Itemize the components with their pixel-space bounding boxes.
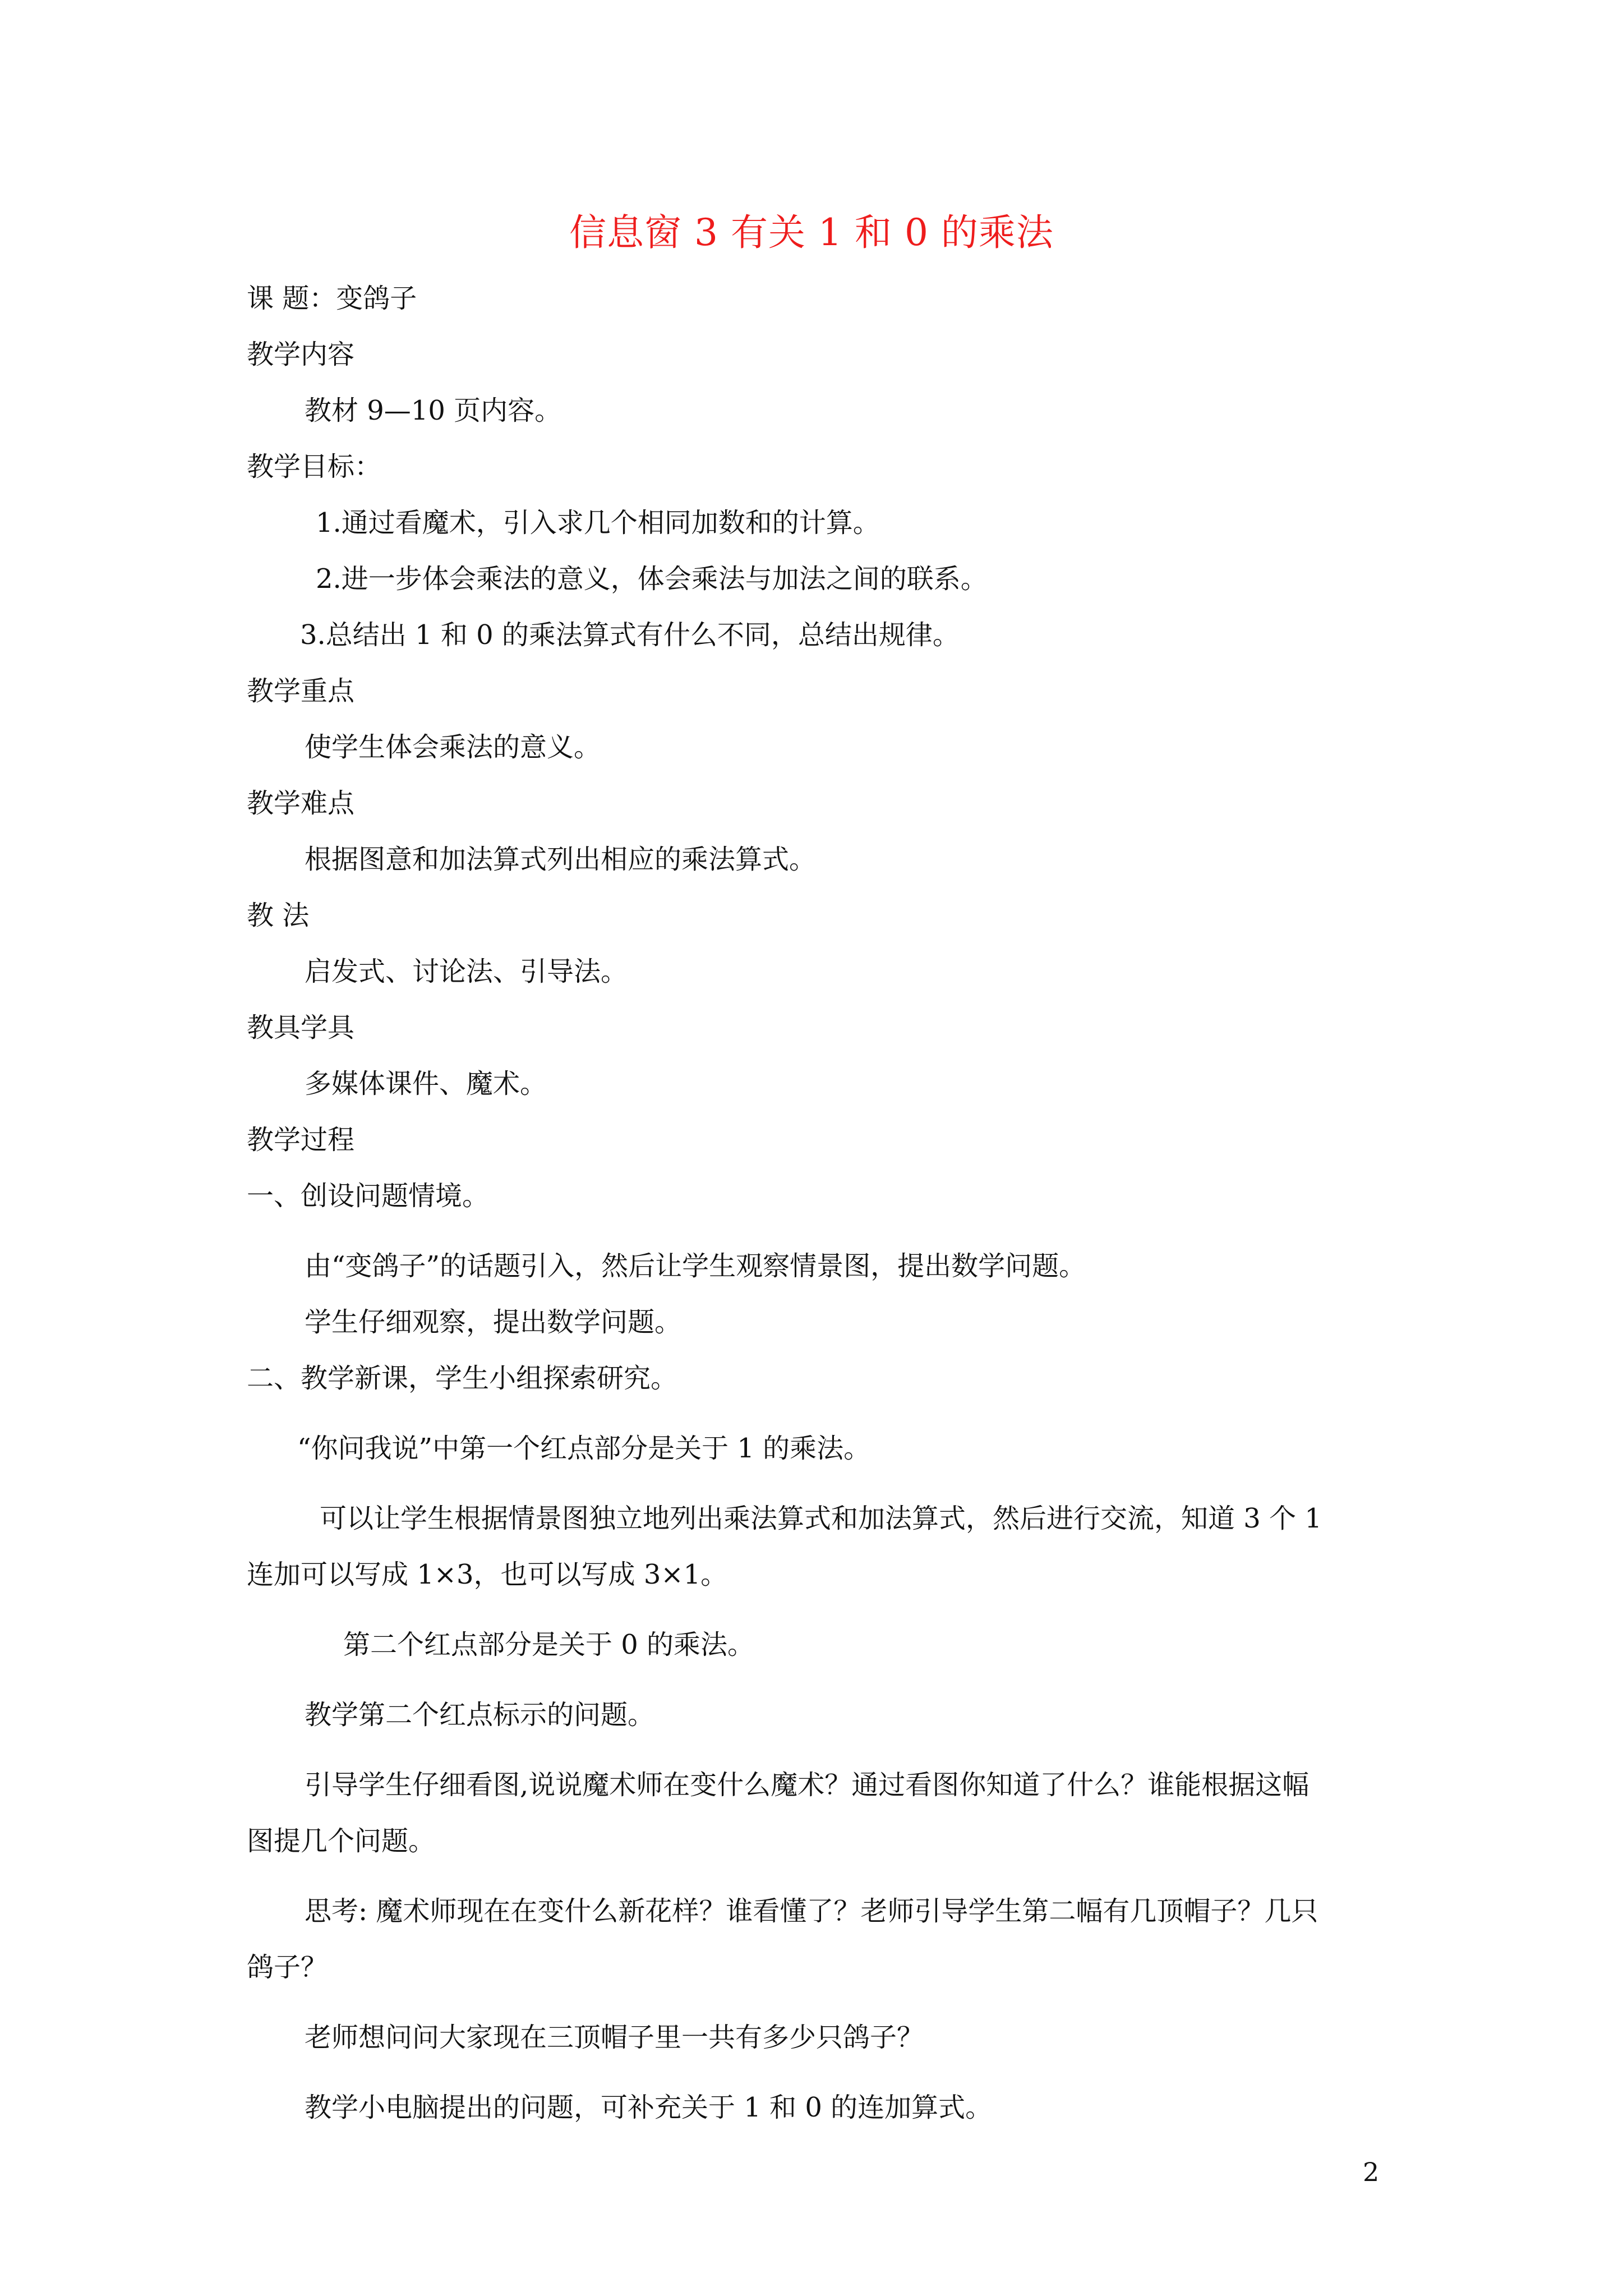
focus-text: 使学生体会乘法的意义。 [305, 731, 601, 763]
process-step-2: 二、教学新课，学生小组探索研究。 [247, 1363, 678, 1394]
section-heading-goals: 教学目标： [247, 451, 382, 482]
process-paragraph: 思考: 魔术师现在在变什么新花样？谁看懂了？老师引导学生第二幅有几顶帽子？几只 [305, 1895, 1318, 1927]
section-heading-method: 教 法 [247, 900, 310, 931]
process-paragraph: 教学小电脑提出的问题，可补充关于 1 和 0 的连加算式。 [305, 2092, 993, 2123]
section-heading-focus: 教学重点 [247, 675, 355, 707]
process-paragraph-continued: 连加可以写成 1×3，也可以写成 3×1。 [247, 1559, 728, 1590]
lesson-topic: 课 题：变鸽子 [247, 283, 417, 314]
content-text: 教材 9—10 页内容。 [305, 395, 562, 426]
process-paragraph: “你问我说”中第一个红点部分是关于 1 的乘法。 [297, 1433, 871, 1464]
tools-text: 多媒体课件、魔术。 [305, 1068, 547, 1099]
section-heading-process: 教学过程 [247, 1124, 355, 1156]
difficulty-text: 根据图意和加法算式列出相应的乘法算式。 [305, 844, 817, 875]
section-heading-content: 教学内容 [247, 339, 355, 370]
section-heading-tools: 教具学具 [247, 1012, 355, 1043]
process-step-1: 一、创设问题情境。 [247, 1180, 490, 1212]
process-paragraph: 可以让学生根据情景图独立地列出乘法算式和加法算式，然后进行交流，知道 3 个 1 [320, 1503, 1322, 1534]
process-paragraph: 老师想问问大家现在三顶帽子里一共有多少只鸽子？ [305, 2022, 924, 2053]
page-number: 2 [1363, 2157, 1380, 2187]
process-paragraph: 教学第二个红点标示的问题。 [305, 1699, 655, 1731]
process-paragraph: 学生仔细观察，提出数学问题。 [305, 1306, 682, 1338]
goal-item-1: 1.通过看魔术，引入求几个相同加数和的计算。 [316, 507, 880, 539]
document-title: 信息窗 3 有关 1 和 0 的乘法 [569, 211, 1054, 254]
process-paragraph: 第二个红点部分是关于 0 的乘法。 [343, 1629, 755, 1660]
goal-item-3: 3.总结出 1 和 0 的乘法算式有什么不同，总结出规律。 [300, 619, 960, 651]
method-text: 启发式、讨论法、引导法。 [305, 956, 628, 987]
process-paragraph-continued: 鸽子？ [247, 1952, 328, 1983]
process-paragraph: 引导学生仔细看图,说说魔术师在变什么魔术？通过看图你知道了什么？谁能根据这幅 [305, 1769, 1310, 1801]
section-heading-difficulty: 教学难点 [247, 788, 355, 819]
process-paragraph: 由“变鸽子”的话题引入，然后让学生观察情景图，提出数学问题。 [305, 1250, 1086, 1282]
goal-item-2: 2.进一步体会乘法的意义，体会乘法与加法之间的联系。 [316, 563, 988, 595]
process-paragraph-continued: 图提几个问题。 [247, 1825, 436, 1857]
